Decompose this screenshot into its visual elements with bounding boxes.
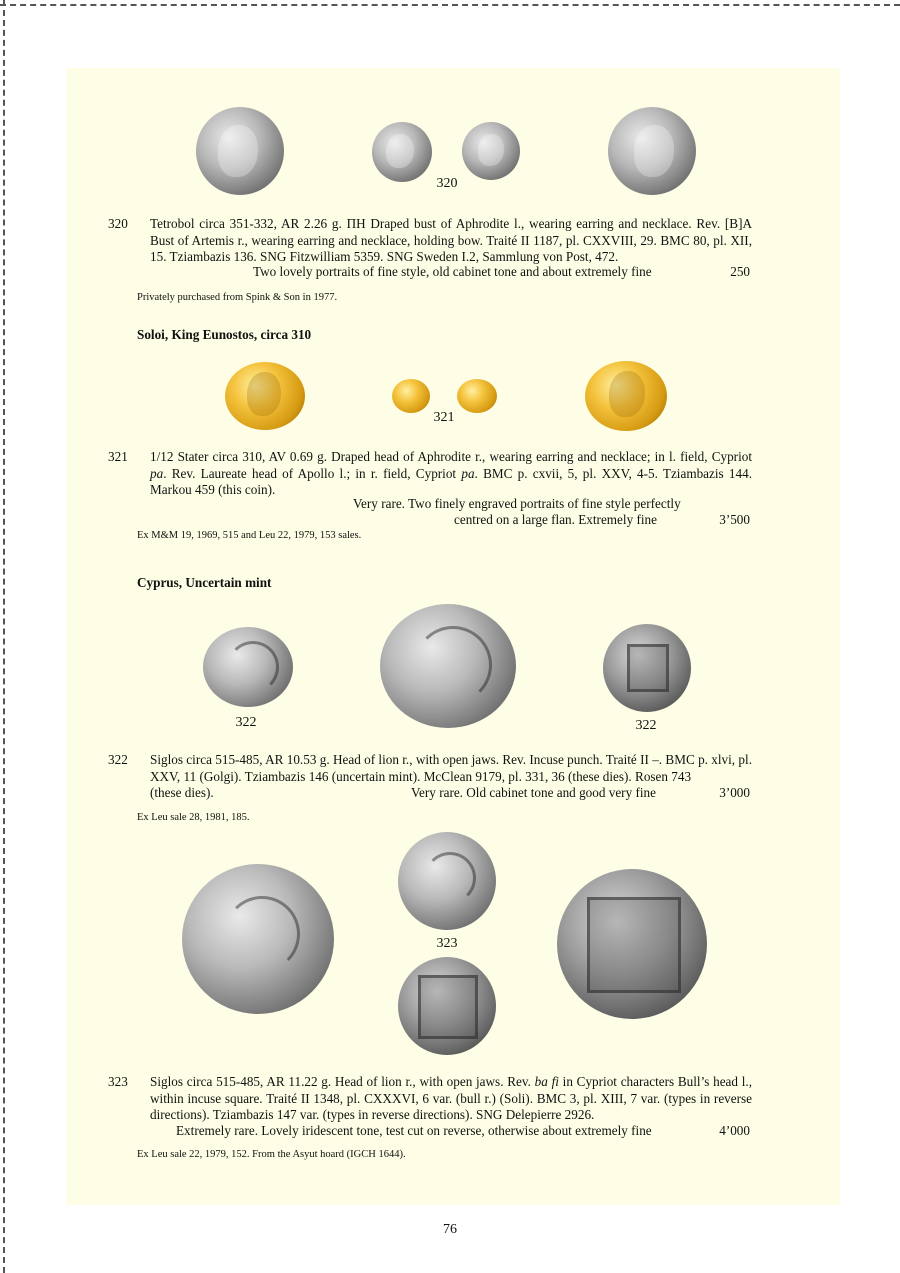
lot-provenance-320: Privately purchased from Spink & Son in 1977.: [137, 292, 338, 303]
coin-321-obverse: [392, 379, 430, 413]
coin-322-obverse: [203, 627, 293, 707]
lot-estimate-322: 3’000: [719, 785, 750, 800]
lot-conclusion-322: Very rare. Old cabinet tone and good very fine: [411, 785, 656, 800]
lot-number-322: 322: [108, 752, 128, 767]
lot-provenance-321: Ex M&M 19, 1969, 515 and Leu 22, 1979, 153 sales.: [137, 530, 362, 541]
desc-321-part-b: . Rev. Laureate head of Apollo l.; in r. field, Cypriot: [163, 465, 462, 481]
desc-321-part-c: . BMC p. cxvii, 5, pl. XXV, 4-5. Tziambazis 144. Markou 459 (this coin).: [150, 465, 752, 497]
coin-320-reverse-enlarged: [608, 107, 696, 195]
lot-description-323: [150, 1074, 752, 1124]
lot-description-322-end: (these dies).: [150, 785, 214, 800]
image-label-322-reverse: 322: [635, 718, 657, 733]
desc-323-part-a: Siglos circa 515-485, AR 11.22 g. Head of lion r., with open jaws. Rev.: [150, 1074, 535, 1089]
image-label-322-obverse: 322: [235, 715, 257, 730]
coin-322-reverse: [603, 624, 691, 712]
coin-323-reverse-enlarged: [557, 869, 707, 1019]
lot-conclusion-320: Two lovely portraits of fine style, old cabinet tone and about extremely fine: [253, 264, 652, 279]
desc-321-italic-1: pa: [150, 465, 164, 481]
lot-provenance-322: Ex Leu sale 28, 1981, 185.: [137, 812, 250, 823]
desc-323-part-b: in Cypriot characters Bull’s head l., within incuse square. Traité II 1348, pl. CXXXVI, 6 var. (bull r.) (Soli). BMC 3, pl. XIII, 7 var. (types in reverse directions). Tziambazis 147 var. (types in reverse directions). SNG Delepierre 2926.: [150, 1074, 753, 1122]
coin-322-obverse-enlarged: [380, 604, 516, 728]
lot-description-322: Siglos circa 515-485, AR 10.53 g. Head of lion r., with open jaws. Rev. Incuse punch. Traité II –. BMC p. xlvi, pl. XXV, 11 (Golgi). Tziambazis 146 (uncertain mint). McClean 9179, pl. 331, 36 (these dies). Rosen 743: [150, 752, 752, 784]
coin-323-obverse-enlarged: [182, 864, 334, 1014]
page-number: 76: [443, 1222, 457, 1237]
image-label-321: 321: [433, 410, 455, 425]
crop-border-left: [3, 0, 5, 1273]
crop-border-top: [0, 4, 900, 6]
coin-323-reverse: [398, 957, 496, 1055]
image-label-323: 323: [436, 936, 458, 951]
lot-number-320: 320: [108, 216, 128, 231]
section-heading-soloi: Soloi, King Eunostos, circa 310: [137, 327, 312, 342]
coin-320-obverse-enlarged: [196, 107, 284, 195]
lot-description-320: Tetrobol circa 351-332, AR 2.26 g. ПН Draped bust of Aphrodite l., wearing earring and necklace. Rev. [B]A Bust of Artemis r., wearing earring and necklace, holding bow. Traité II 1187, pl. CXXVIII, 29. BMC 80, pl. XII, 15. Tziambazis 136. SNG Fitzwilliam 5359. SNG Sweden I.2, Sammlung von Post, 472.: [150, 216, 752, 264]
coin-320-obverse: [372, 122, 432, 182]
lot-conclusion-321-line2: centred on a large flan. Extremely fine: [454, 512, 657, 527]
coin-321-obverse-enlarged: [225, 362, 305, 430]
desc-323-italic: ba fi: [534, 1074, 559, 1089]
lot-estimate-320: 250: [730, 264, 750, 279]
section-heading-cyprus: Cyprus, Uncertain mint: [137, 575, 272, 590]
coin-321-reverse: [457, 379, 497, 413]
desc-321-italic-2: pa: [461, 465, 475, 481]
lot-estimate-323: 4’000: [719, 1123, 750, 1138]
lot-provenance-323: Ex Leu sale 22, 1979, 152. From the Asyut hoard (IGCH 1644).: [137, 1149, 406, 1160]
coin-323-obverse: [398, 832, 496, 930]
lot-number-321: 321: [108, 449, 128, 464]
lot-description-321: [150, 449, 752, 499]
desc-321-part-a: 1/12 Stater circa 310, AV 0.69 g. Draped head of Aphrodite r., wearing earring and necklace; in l. field, Cypriot: [150, 449, 752, 464]
lot-conclusion-323: Extremely rare. Lovely iridescent tone, test cut on reverse, otherwise about extremely fine: [176, 1123, 652, 1138]
lot-estimate-321: 3’500: [719, 512, 750, 527]
coin-321-reverse-enlarged: [585, 361, 667, 431]
lot-number-323: 323: [108, 1074, 128, 1089]
lot-conclusion-321-line1: Very rare. Two finely engraved portraits of fine style perfectly: [353, 496, 681, 511]
coin-320-reverse: [462, 122, 520, 180]
image-label-320: 320: [436, 176, 458, 191]
